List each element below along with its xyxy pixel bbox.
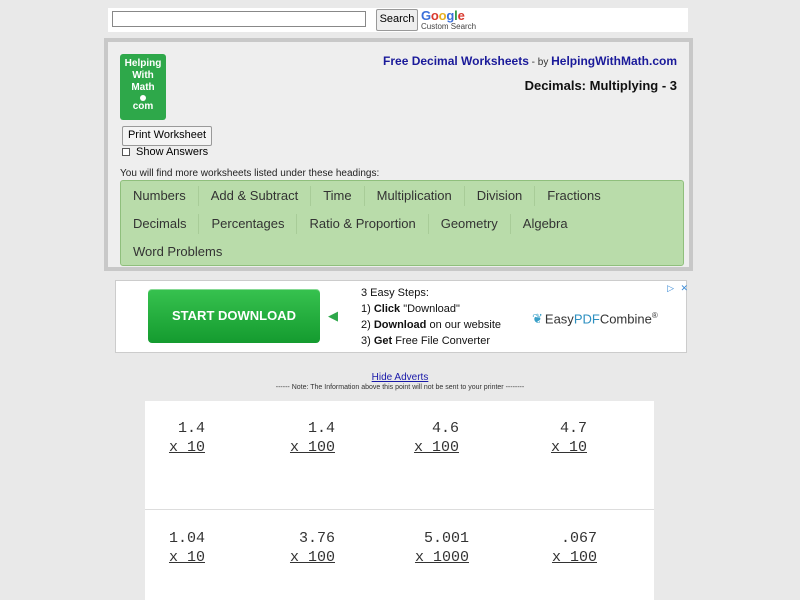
- problem-multiplier: x 100: [413, 439, 459, 456]
- nav-item-fractions[interactable]: Fractions: [547, 188, 601, 203]
- printer-note: ------ Note: The Information above this point will not be sent to your printer --------: [275, 384, 525, 391]
- site-link[interactable]: HelpingWithMath.com: [551, 54, 677, 68]
- ad-step-bold: Download: [373, 319, 427, 331]
- problem-multiplier: x 100: [289, 549, 335, 566]
- ad-step-number: 1): [361, 303, 374, 315]
- site-logo[interactable]: [120, 54, 166, 120]
- ad-step-text: Free File Converter: [392, 335, 490, 347]
- nav-item-numbers[interactable]: Numbers: [121, 186, 199, 206]
- problem-top: 3.76: [298, 530, 335, 547]
- google-logo-letter: o: [438, 8, 447, 23]
- search-button[interactable]: Search: [376, 9, 418, 31]
- problem-multiplier: x 10: [168, 439, 205, 456]
- logo-line: Helping: [124, 58, 162, 69]
- problem: [497, 419, 587, 457]
- problem-top: 5.001: [423, 530, 469, 547]
- problem-top: .067: [560, 530, 597, 547]
- ad-step: [361, 333, 501, 349]
- ad-step: [361, 317, 501, 333]
- close-ad-icon[interactable]: ✕: [680, 283, 688, 293]
- print-worksheet-button[interactable]: Print Worksheet: [122, 126, 212, 146]
- worksheet-panel: [104, 38, 693, 271]
- advertisement: [115, 280, 687, 353]
- worksheet-panel-inner: [108, 42, 689, 267]
- adchoices-icon[interactable]: ▷: [667, 283, 674, 293]
- ad-brand-trademark: ®: [651, 311, 658, 320]
- ad-step-text: on our website: [426, 319, 502, 331]
- ad-step-bold: Click: [373, 303, 401, 315]
- google-logo-letter: l: [454, 8, 458, 23]
- logo-line: With: [132, 70, 154, 81]
- ad-step-number: 3): [361, 335, 374, 347]
- nav-item-multiplication[interactable]: Multiplication: [365, 186, 465, 206]
- nav-item-add-subtract[interactable]: Add & Subtract: [199, 186, 311, 206]
- problem-top: 1.4: [177, 420, 205, 437]
- nav-row: [121, 183, 613, 209]
- nav-item-word-problems[interactable]: Word Problems: [133, 244, 223, 259]
- nav-item-division[interactable]: Division: [465, 186, 536, 206]
- worksheet-subtitle: Decimals: Multiplying - 3: [524, 78, 677, 93]
- nav-item-geometry[interactable]: Geometry: [429, 214, 511, 234]
- google-logo-letter: g: [446, 8, 455, 23]
- ad-brand-part: PDF: [573, 311, 600, 327]
- problem-top: 4.6: [431, 420, 459, 437]
- ad-steps: [361, 285, 501, 349]
- custom-search-label: Custom Search: [421, 22, 477, 31]
- problem: [369, 419, 459, 457]
- problem-multiplier: x 10: [550, 439, 587, 456]
- show-answers-toggle[interactable]: [122, 146, 208, 158]
- logo-line: Math: [131, 82, 155, 93]
- nav-item-ratio-proportion[interactable]: Ratio & Proportion: [297, 214, 428, 234]
- search-bar: [108, 8, 688, 32]
- start-download-button[interactable]: START DOWNLOAD: [148, 289, 320, 343]
- problem: [115, 419, 205, 457]
- problem-top: 1.04: [168, 530, 205, 547]
- google-logo: [421, 8, 465, 23]
- google-logo-letter: o: [430, 8, 439, 23]
- nav-item-algebra[interactable]: Algebra: [522, 216, 568, 231]
- by-text: - by: [528, 57, 552, 68]
- google-logo-letter: G: [421, 8, 431, 23]
- ad-step-bold: Get: [373, 335, 393, 347]
- ad-steps-heading: 3 Easy Steps:: [361, 287, 429, 299]
- problem-top: 1.4: [307, 420, 335, 437]
- nav-item-time[interactable]: Time: [311, 186, 364, 206]
- problem-multiplier: x 1000: [414, 549, 469, 566]
- search-input[interactable]: [112, 11, 366, 27]
- google-logo-letter: e: [457, 8, 465, 23]
- problem-top: 4.7: [559, 420, 587, 437]
- ad-step-number: 2): [361, 319, 374, 331]
- page-header: [383, 54, 677, 68]
- problem-multiplier: x 100: [289, 439, 335, 456]
- ad-brand-part: Easy: [544, 311, 574, 327]
- ad-brand-part: Combine: [599, 311, 652, 327]
- problem-multiplier: x 10: [168, 549, 205, 566]
- show-answers-checkbox[interactable]: [122, 148, 130, 156]
- nav-item-percentages[interactable]: Percentages: [199, 214, 297, 234]
- worksheet-row-divider: [145, 509, 654, 510]
- ad-step: [361, 301, 501, 317]
- ad-brand[interactable]: [532, 311, 658, 327]
- logo-line: com: [132, 101, 154, 112]
- nav-row: [121, 211, 580, 237]
- worksheet: [145, 401, 654, 600]
- problem: [115, 529, 205, 567]
- nav-item-decimals[interactable]: Decimals: [121, 214, 199, 234]
- problem-multiplier: x 100: [551, 549, 597, 566]
- show-answers-label: Show Answers: [136, 146, 209, 158]
- hide-adverts-link[interactable]: Hide Adverts: [371, 372, 429, 383]
- page-title[interactable]: Free Decimal Worksheets: [383, 54, 529, 68]
- nav-row: [121, 239, 234, 265]
- category-nav: [120, 180, 684, 266]
- arrow-left-icon: ◀: [328, 308, 338, 323]
- problem: [245, 529, 335, 567]
- problem: [379, 529, 469, 567]
- ad-step-text: "Download": [400, 303, 460, 315]
- leaf-icon: ❦: [532, 311, 543, 327]
- more-worksheets-note: You will find more worksheets listed under these headings:: [120, 168, 380, 179]
- problem: [507, 529, 597, 567]
- problem: [245, 419, 335, 457]
